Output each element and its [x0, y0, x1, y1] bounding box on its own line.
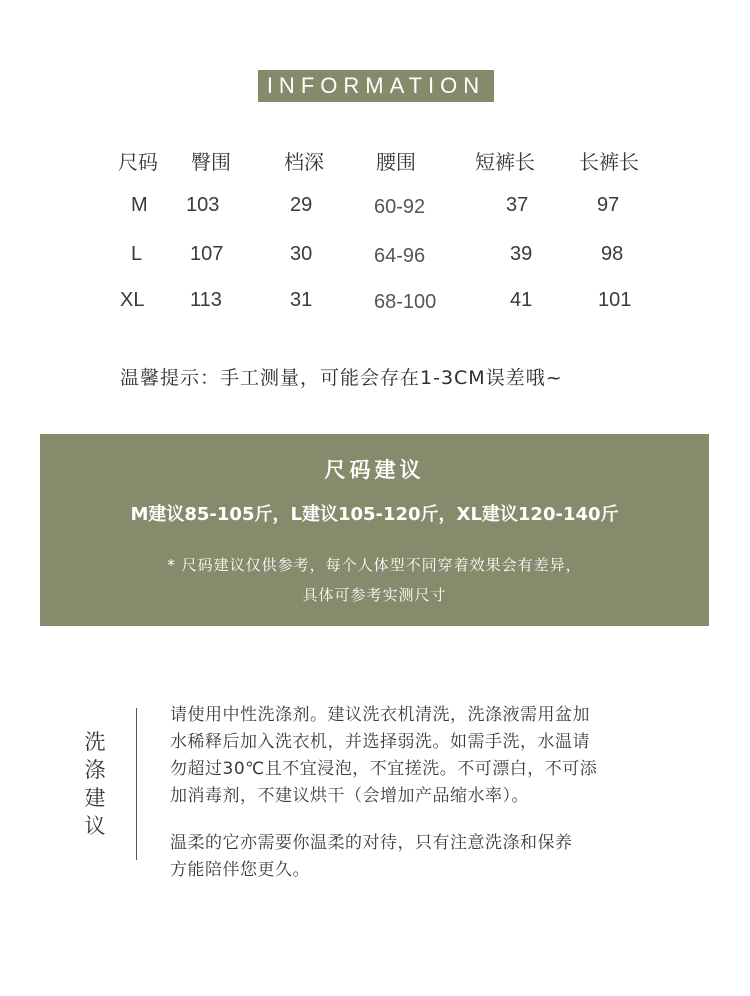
table-cell: 30: [290, 243, 313, 265]
size-advice-title: 尺码建议: [324, 458, 425, 482]
table-cell: 107: [190, 243, 224, 265]
size-advice-note: 具体可参考实测尺寸: [302, 586, 447, 604]
washing-text-line: 勿超过30℃且不宜浸泡，不宜搓洗。不可漂白，不可添: [170, 759, 598, 779]
information-badge: INFORMATION: [258, 70, 494, 102]
table-cell-size-xl: XL: [120, 289, 145, 311]
washing-label-char: 洗: [84, 730, 106, 754]
washing-text-line: 温柔的它亦需要你温柔的对待，只有注意洗涤和保养: [170, 833, 573, 853]
table-cell: 64-96: [374, 245, 426, 267]
washing-text-line: 方能陪伴您更久。: [170, 860, 310, 880]
table-cell: 101: [598, 289, 632, 311]
table-cell: 60-92: [374, 196, 426, 218]
table-cell: 68-100: [374, 291, 437, 313]
table-cell: 41: [510, 289, 533, 311]
table-cell: 97: [597, 194, 620, 216]
washing-text-line: 请使用中性洗涤剂。建议洗衣机清洗，洗涤液需用盆加: [170, 705, 590, 725]
table-header-rise: 档深: [284, 150, 324, 174]
table-cell: 37: [506, 194, 529, 216]
table-cell: 29: [290, 194, 313, 216]
washing-label-char: 议: [84, 814, 106, 838]
washing-label-char: 建: [84, 786, 106, 810]
washing-text-line: 水稀释后加入洗衣机，并选择弱洗。如需手洗，水温请: [170, 732, 590, 752]
table-cell: 98: [601, 243, 624, 265]
table-cell: 113: [190, 289, 222, 311]
table-header-hip: 臀围: [191, 150, 231, 174]
table-header-size: 尺码: [118, 150, 158, 174]
washing-advice-label: [80, 728, 110, 840]
size-advice-note: * 尺码建议仅供参考，每个人体型不同穿着效果会有差异，: [167, 556, 582, 574]
measurement-tip: 温馨提示：手工测量，可能会存在1-3CM误差哦~: [120, 367, 563, 389]
table-header-shorts-length: 短裤长: [475, 150, 535, 174]
washing-label-char: 涤: [84, 758, 106, 782]
table-cell: 103: [186, 194, 220, 216]
table-cell-size-m: M: [131, 194, 148, 216]
table-header-waist: 腰围: [376, 150, 416, 174]
size-advice-weights: M建议85-105斤，L建议105-120斤，XL建议120-140斤: [130, 504, 619, 525]
washing-divider: [136, 708, 137, 860]
table-cell: 31: [290, 289, 313, 311]
size-table: [0, 0, 750, 340]
size-advice-panel: [40, 434, 709, 626]
table-cell-size-l: L: [131, 243, 143, 265]
table-header-pants-length: 长裤长: [579, 150, 639, 174]
washing-text-line: 加消毒剂，不建议烘干（会增加产品缩水率）。: [170, 786, 529, 806]
table-cell: 39: [510, 243, 533, 265]
